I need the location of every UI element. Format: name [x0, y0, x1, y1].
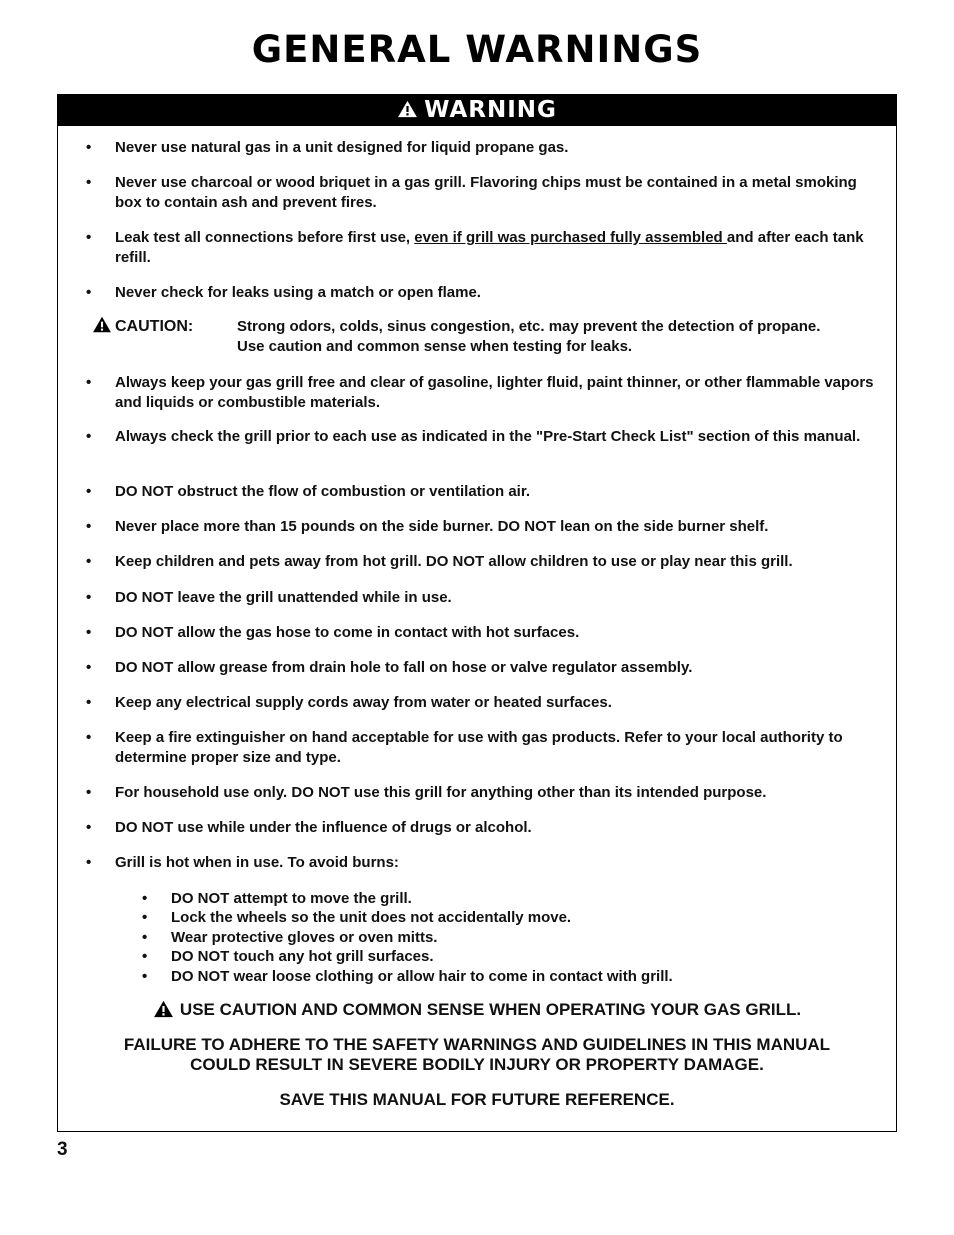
warning-banner-label: WARNING — [424, 97, 557, 123]
bullet: • — [142, 968, 148, 985]
sub-list-item-text: DO NOT touch any hot grill surfaces. — [171, 948, 434, 965]
underlined-emphasis: even if grill was purchased fully assembled — [414, 229, 727, 246]
warning-item-text: Never use charcoal or wood briquet in a gas grill. Flavoring chips must be contained in a metal smoking box to contain ash and prevent fires. — [115, 174, 857, 211]
bullet: • — [86, 729, 92, 746]
warning-triangle-icon — [153, 1000, 174, 1018]
bullet: • — [142, 929, 148, 946]
leak-test-text-end: and after each tank refill. — [115, 229, 864, 266]
bullet: • — [86, 174, 92, 191]
warning-item-text: DO NOT leave the grill unattended while in use. — [115, 589, 452, 606]
bullet: • — [86, 428, 92, 445]
bullet: • — [142, 909, 148, 926]
bullet: • — [86, 374, 92, 391]
warning-item-text: Keep a fire extinguisher on hand acceptable for use with gas products. Refer to your local authority to determine proper size and type. — [115, 729, 843, 766]
warning-item-text: DO NOT use while under the influence of drugs or alcohol. — [115, 819, 532, 836]
bullet: • — [86, 659, 92, 676]
bullet: • — [86, 284, 92, 301]
bullet: • — [86, 589, 92, 606]
bullet: • — [86, 518, 92, 535]
page-title: GENERAL WARNINGS — [251, 28, 703, 71]
sub-list-item-text: DO NOT attempt to move the grill. — [171, 890, 412, 907]
warning-item-text: Never place more than 15 pounds on the side burner. DO NOT lean on the side burner shelf. — [115, 518, 769, 535]
bullet: • — [86, 819, 92, 836]
bullet: • — [86, 624, 92, 641]
bullet: • — [142, 890, 148, 907]
warning-item-text: Grill is hot when in use. To avoid burns: — [115, 854, 399, 871]
save-manual-notice: SAVE THIS MANUAL FOR FUTURE REFERENCE. — [279, 1090, 675, 1109]
warning-item-text: DO NOT allow the gas hose to come in contact with hot surfaces. — [115, 624, 580, 641]
warning-item-text: DO NOT obstruct the flow of combustion or ventilation air. — [115, 483, 531, 500]
failure-warning-line-2: COULD RESULT IN SEVERE BODILY INJURY OR PROPERTY DAMAGE. — [190, 1055, 764, 1074]
warning-triangle-icon — [92, 316, 112, 333]
caution-label — [92, 317, 193, 337]
warning-item-text: Always keep your gas grill free and clear of gasoline, lighter fluid, paint thinner, or other flammable vapors and liquids or combustible materials. — [115, 374, 874, 411]
warning-item-text: Keep children and pets away from hot grill. DO NOT allow children to use or play near this grill. — [115, 553, 793, 570]
warning-banner — [58, 95, 896, 126]
bullet: • — [86, 694, 92, 711]
warning-item-text: DO NOT allow grease from drain hole to fall on hose or valve regulator assembly. — [115, 659, 693, 676]
sub-list-item-text: Lock the wheels so the unit does not accidentally move. — [171, 909, 572, 926]
warning-item-text: Keep any electrical supply cords away from water or heated surfaces. — [115, 694, 612, 711]
bullet: • — [86, 483, 92, 500]
caution-label-text: CAUTION: — [115, 318, 194, 335]
caution-statement-text: USE CAUTION AND COMMON SENSE WHEN OPERATING YOUR GAS GRILL. — [179, 1000, 802, 1019]
warning-item-text: Never use natural gas in a unit designed for liquid propane gas. — [115, 139, 569, 156]
bullet: • — [86, 229, 92, 246]
warning-item-text — [115, 228, 875, 268]
caution-statement — [58, 1000, 896, 1020]
warning-item-text: Always check the grill prior to each use as indicated in the "Pre-Start Check List" section of this manual. — [115, 428, 861, 445]
bullet: • — [142, 948, 148, 965]
caution-text: Strong odors, colds, sinus congestion, etc. may prevent the detection of propane. Use caution and common sense when testing for leaks. — [237, 318, 821, 355]
warning-triangle-icon — [397, 100, 418, 118]
sub-list-item-text: DO NOT wear loose clothing or allow hair to come in contact with grill. — [171, 968, 673, 985]
page-number: 3 — [57, 1139, 68, 1160]
sub-list-item-text: Wear protective gloves or oven mitts. — [171, 929, 438, 946]
bullet: • — [86, 553, 92, 570]
bullet: • — [86, 854, 92, 871]
bullet: • — [86, 139, 92, 156]
warning-item-text: Never check for leaks using a match or open flame. — [115, 284, 481, 301]
failure-warning-line-1: FAILURE TO ADHERE TO THE SAFETY WARNINGS AND GUIDELINES IN THIS MANUAL — [123, 1035, 831, 1054]
warning-box — [57, 94, 897, 1132]
warning-item-text: For household use only. DO NOT use this grill for anything other than its intended purpose. — [115, 784, 767, 801]
leak-test-text-start: Leak test all connections before first use, — [115, 229, 415, 246]
bullet: • — [86, 784, 92, 801]
